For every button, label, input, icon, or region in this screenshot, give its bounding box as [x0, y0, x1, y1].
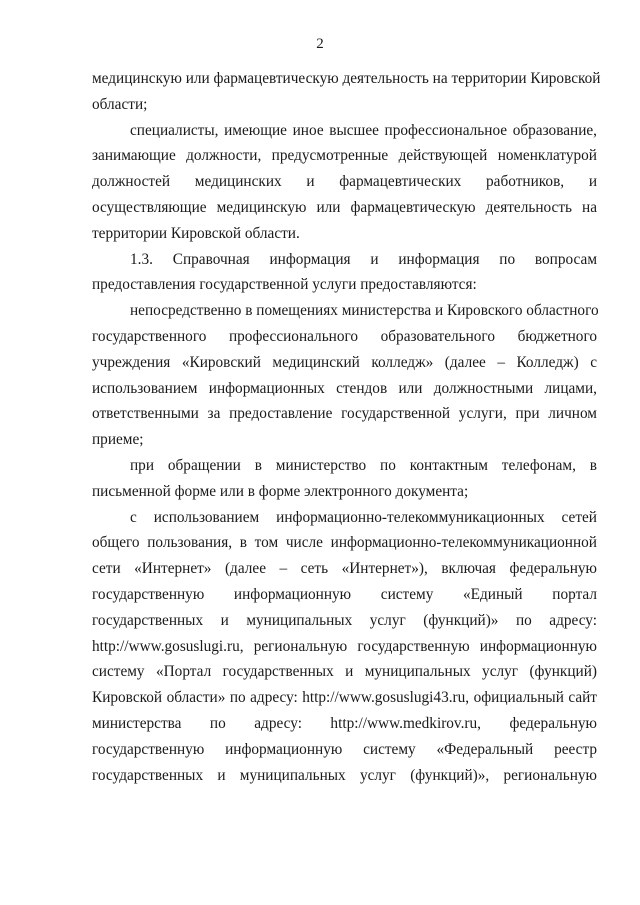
text-line: государственного профессионального образовательного бюджетного	[92, 327, 597, 345]
paragraph-section-1-3	[92, 247, 597, 299]
text-line: государственную информационную систему «Федеральный реестр	[92, 740, 597, 758]
text-line: предоставления государственной услуги предоставляются:	[92, 276, 477, 294]
text-line: сети «Интернет» (далее – сеть «Интернет»), включая федеральную	[92, 560, 597, 578]
text-line: Кировской области» по адресу: http://www.gosuslugi43.ru, официальный сайт	[92, 689, 597, 707]
text-line: области;	[92, 95, 148, 113]
text-line: письменной форме или в форме электронного документа;	[92, 482, 469, 500]
text-line: государственных и муниципальных услуг (функций)» по адресу:	[92, 611, 597, 629]
text-line: осуществляющие медицинскую или фармацевтическую деятельность на	[92, 198, 597, 216]
text-line: государственных и муниципальных услуг (функций)», региональную	[92, 766, 597, 784]
paragraph-continuation	[92, 66, 601, 118]
text-line: общего пользования, в том числе информационно-телекоммуникационной	[92, 534, 597, 552]
text-line: систему «Портал государственных и муниципальных услуг (функций)	[92, 663, 597, 681]
text-line: специалисты, имеющие иное высшее профессиональное образование,	[130, 121, 597, 139]
text-line: приеме;	[92, 431, 144, 449]
text-line: 1.3. Справочная информация и информация по вопросам	[130, 250, 597, 268]
text-line: ответственными за предоставление государственной услуги, при личном	[92, 405, 597, 423]
text-line: непосредственно в помещениях министерства и Кировского областного	[130, 302, 599, 320]
text-line: государственную информационную систему «Единый портал	[92, 585, 597, 603]
text-line: должностей медицинских и фармацевтических работников, и	[92, 173, 597, 191]
paragraph-specialists	[92, 118, 597, 247]
document-body	[92, 66, 601, 788]
text-line: с использованием информационно-телекоммуникационных сетей	[130, 508, 597, 526]
text-line: учреждения «Кировский медицинский колледж» (далее – Колледж) с	[92, 353, 597, 371]
text-line: при обращении в министерство по контактным телефонам, в	[130, 456, 597, 474]
text-line: территории Кировской области.	[92, 224, 300, 242]
text-line: занимающие должности, предусмотренные действующей номенклатурой	[92, 147, 597, 165]
text-line: медицинскую или фармацевтическую деятельность на территории Кировской	[92, 70, 601, 87]
paragraph-in-person	[92, 298, 597, 453]
text-line: http://www.gosuslugi.ru, региональную государственную информационную	[92, 637, 597, 655]
text-line: министерства по адресу: http://www.medkirov.ru, федеральную	[92, 714, 597, 732]
page-number: 2	[316, 36, 324, 52]
paragraph-phone-written	[92, 453, 597, 505]
paragraph-internet	[92, 505, 597, 789]
text-line: использованием информационных стендов или должностными лицами,	[92, 379, 597, 397]
